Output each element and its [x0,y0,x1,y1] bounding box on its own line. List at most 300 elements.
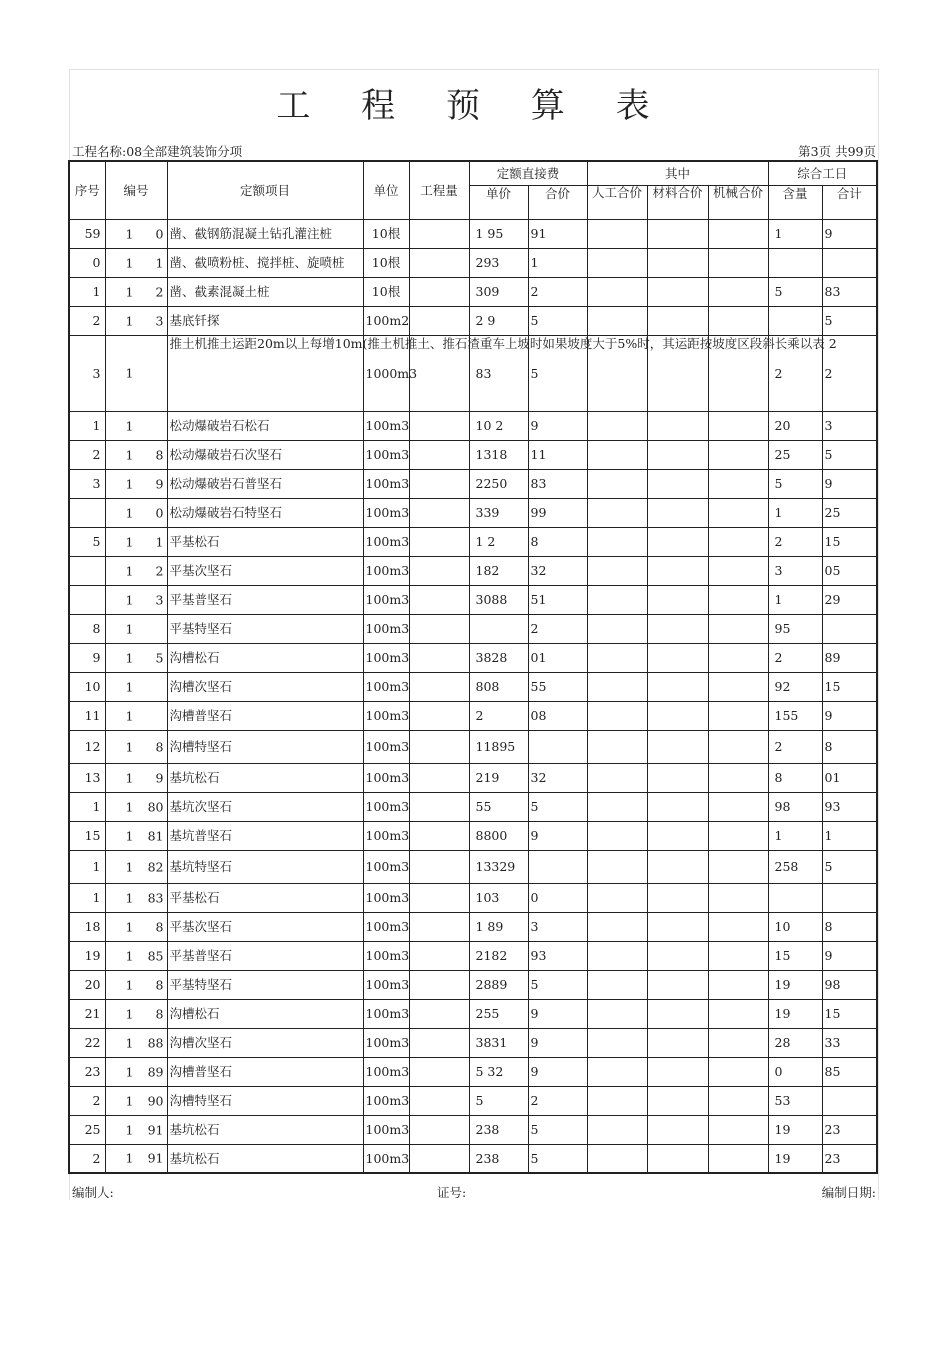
cell-sum: 85 [822,1057,877,1086]
cell-unit: 100m3 [363,498,409,527]
cell-code-suffix: 8 [155,1006,164,1021]
cell-code-suffix: 83 [147,890,164,905]
cell-content: 95 [768,614,822,643]
table-row [69,1028,877,1057]
cell-code [105,792,167,821]
cell-code [105,821,167,850]
cell-unit: 100m3 [363,1144,409,1173]
cell-qty [409,585,469,614]
cell-material [647,614,708,643]
cell-sum: 98 [822,970,877,999]
cell-content: 10 [768,912,822,941]
cell-unit: 100m3 [363,527,409,556]
cell-qty [409,701,469,730]
cell-content: 3 [768,556,822,585]
cell-price: 13329 [469,850,528,883]
cell-content: 19 [768,970,822,999]
cell-unit: 100m3 [363,1086,409,1115]
cell-name: 凿、截素混凝土桩 [167,277,363,306]
cell-code-prefix: 1 [125,948,134,963]
cell-total: 5 [528,1144,587,1173]
cell-labor [587,469,647,498]
cell-code [105,1086,167,1115]
cell-qty [409,999,469,1028]
cell-machine [708,999,768,1028]
header-machine: 机械合价 [708,185,768,219]
cell-seq: 20 [69,970,105,999]
cell-labor [587,941,647,970]
cell-seq: 1 [69,883,105,912]
table-row [69,792,877,821]
cell-code-prefix: 1 [125,1006,134,1021]
cell-material [647,411,708,440]
cell-sum: 01 [822,763,877,792]
cell-content: 92 [768,672,822,701]
cell-code [105,672,167,701]
cell-code-prefix: 1 [125,679,134,694]
footer-cert: 证号: [437,1185,467,1200]
cell-total: 93 [528,941,587,970]
cell-material [647,821,708,850]
cell-machine [708,585,768,614]
cell-sum: 15 [822,999,877,1028]
cell-code-prefix: 1 [125,1122,134,1137]
cell-qty [409,440,469,469]
cell-code [105,763,167,792]
cell-material [647,763,708,792]
cell-code [105,556,167,585]
cell-total: 5 [528,306,587,335]
cell-total: 55 [528,672,587,701]
cell-name: 凿、截钢筋混凝土钻孔灌注桩 [167,219,363,248]
cell-machine [708,277,768,306]
cell-seq: 22 [69,1028,105,1057]
cell-name: 基底钎探 [167,306,363,335]
cell-labor [587,821,647,850]
cell-price: 11895 [469,730,528,763]
cell-labor [587,498,647,527]
header-workday: 综合工日 [768,161,877,185]
header-sum: 合计 [822,185,877,219]
cell-total: 83 [528,469,587,498]
cell-price: 5 32 [469,1057,528,1086]
table-row [69,411,877,440]
table-row [69,585,877,614]
cell-code-prefix: 1 [125,418,134,433]
cell-material [647,970,708,999]
table-row [69,1086,877,1115]
cell-code-prefix: 1 [125,255,134,270]
cell-labor [587,585,647,614]
cell-material [647,527,708,556]
cell-name: 基坑次坚石 [167,792,363,821]
cell-price: 2182 [469,941,528,970]
cell-unit: 10根 [363,277,409,306]
table-row [69,277,877,306]
cell-sum: 23 [822,1115,877,1144]
cell-labor [587,614,647,643]
cell-code-prefix: 1 [125,1064,134,1079]
header-total-price: 合价 [528,185,587,219]
cell-code-suffix: 9 [155,476,164,491]
cell-content: 53 [768,1086,822,1115]
cell-content: 15 [768,941,822,970]
cell-seq: 12 [69,730,105,763]
cell-machine [708,1028,768,1057]
cell-name: 基坑松石 [167,1144,363,1173]
cell-price: 808 [469,672,528,701]
header-qty: 工程量 [409,161,469,219]
cell-unit: 100m3 [363,556,409,585]
cell-price [469,614,528,643]
cell-sum: 5 [822,850,877,883]
cell-seq: 21 [69,999,105,1028]
header-code: 编号 [105,161,167,219]
cell-code [105,277,167,306]
cell-code-suffix: 82 [147,859,164,874]
cell-unit: 10根 [363,248,409,277]
cell-code [105,469,167,498]
cell-labor [587,792,647,821]
cell-labor [587,1028,647,1057]
table-row [69,469,877,498]
cell-qty [409,306,469,335]
cell-name: 沟槽松石 [167,643,363,672]
cell-code [105,883,167,912]
cell-machine [708,1057,768,1086]
cell-sum: 5 [822,440,877,469]
cell-name: 沟槽松石 [167,999,363,1028]
cell-qty [409,763,469,792]
cell-seq [69,585,105,614]
cell-qty [409,883,469,912]
header-direct-fee: 定额直接费 [469,161,587,185]
cell-content: 19 [768,999,822,1028]
cell-qty [409,792,469,821]
cell-sum: 8 [822,912,877,941]
header-unit: 单位 [363,161,409,219]
cell-labor [587,1057,647,1086]
table-row [69,335,877,411]
cell-machine [708,970,768,999]
cell-qty [409,1057,469,1086]
cell-material [647,792,708,821]
table-row [69,912,877,941]
cell-machine [708,614,768,643]
cell-sum: 1 [822,821,877,850]
cell-content: 5 [768,469,822,498]
cell-code-suffix: 90 [147,1093,164,1108]
cell-labor [587,883,647,912]
cell-code [105,999,167,1028]
cell-sum: 33 [822,1028,877,1057]
cell-code [105,306,167,335]
cell-name: 基坑特坚石 [167,850,363,883]
cell-qty [409,248,469,277]
cell-material [647,219,708,248]
footer-date: 编制日期: [821,1185,876,1200]
table-row [69,730,877,763]
cell-total: 9 [528,1057,587,1086]
cell-qty [409,498,469,527]
cell-seq: 2 [69,306,105,335]
cell-content: 19 [768,1144,822,1173]
cell-machine [708,912,768,941]
cell-qty [409,941,469,970]
cell-code-prefix: 1 [125,770,134,785]
cell-machine [708,527,768,556]
cell-total: 51 [528,585,587,614]
cell-code-suffix: 0 [155,505,164,520]
cell-name: 平基次坚石 [167,556,363,585]
cell-qty [409,219,469,248]
header-content: 含量 [768,185,822,219]
cell-material [647,883,708,912]
table-row [69,556,877,585]
header-unit-price: 单价 [469,185,528,219]
cell-machine [708,1086,768,1115]
cell-code-suffix: 2 [155,284,164,299]
cell-content: 5 [768,277,822,306]
cell-content: 2 [768,643,822,672]
cell-total: 5 [528,335,587,411]
cell-labor [587,1086,647,1115]
cell-material [647,1144,708,1173]
budget-table [68,160,878,1174]
cell-name: 基坑松石 [167,763,363,792]
table-row [69,821,877,850]
cell-qty [409,1028,469,1057]
cell-unit: 100m3 [363,821,409,850]
cell-sum: 9 [822,219,877,248]
cell-qty [409,821,469,850]
cell-material [647,498,708,527]
cell-unit: 100m3 [363,883,409,912]
cell-qty [409,912,469,941]
cell-name: 平基普坚石 [167,585,363,614]
cell-name: 平基松石 [167,527,363,556]
cell-price: 238 [469,1144,528,1173]
cell-name: 沟槽普坚石 [167,701,363,730]
cell-labor [587,306,647,335]
cell-price: 255 [469,999,528,1028]
cell-labor [587,970,647,999]
cell-code-suffix: 8 [155,977,164,992]
cell-unit: 100m3 [363,912,409,941]
cell-price: 219 [469,763,528,792]
cell-total: 08 [528,701,587,730]
cell-code-prefix: 1 [125,1150,134,1166]
cell-code-prefix: 1 [125,859,134,874]
table-row [69,999,877,1028]
cell-seq: 10 [69,672,105,701]
cell-total: 91 [528,219,587,248]
cell-content: 2 [768,527,822,556]
cell-content: 258 [768,850,822,883]
cell-code [105,614,167,643]
table-row [69,306,877,335]
cell-labor [587,556,647,585]
cell-sum: 8 [822,730,877,763]
cell-price: 293 [469,248,528,277]
table-row [69,614,877,643]
cell-name: 基坑普坚石 [167,821,363,850]
cell-seq [69,498,105,527]
cell-code-prefix: 1 [125,313,134,328]
cell-seq: 3 [69,335,105,411]
cell-code-suffix: 81 [147,828,164,843]
cell-seq: 2 [69,1086,105,1115]
cell-code [105,850,167,883]
header-seq: 序号 [69,161,105,219]
cell-name: 松动爆破岩石特坚石 [167,498,363,527]
header-item: 定额项目 [167,161,363,219]
cell-total: 5 [528,792,587,821]
cell-material [647,1115,708,1144]
cell-seq: 18 [69,912,105,941]
cell-code-prefix: 1 [125,739,134,754]
cell-seq: 1 [69,411,105,440]
cell-code-suffix: 88 [147,1035,164,1050]
table-row [69,643,877,672]
cell-content: 2 [768,335,822,411]
cell-machine [708,306,768,335]
cell-material [647,277,708,306]
cell-unit: 100m3 [363,469,409,498]
page-indicator: 第3页 共99页 [798,144,876,159]
cell-price: 3088 [469,585,528,614]
cell-code [105,248,167,277]
cell-name: 平基普坚石 [167,941,363,970]
cell-sum [822,614,877,643]
cell-qty [409,277,469,306]
cell-unit: 100m3 [363,672,409,701]
cell-code-prefix: 1 [125,977,134,992]
cell-code-suffix: 1 [155,255,164,270]
cell-code-suffix: 3 [155,592,164,607]
header-material: 材料合价 [647,185,708,219]
cell-material [647,850,708,883]
cell-unit: 100m3 [363,941,409,970]
cell-price: 10 2 [469,411,528,440]
cell-name: 平基次坚石 [167,912,363,941]
cell-code [105,701,167,730]
cell-price: 8800 [469,821,528,850]
cell-code-suffix: 89 [147,1064,164,1079]
cell-material [647,1086,708,1115]
cell-labor [587,248,647,277]
cell-total: 32 [528,556,587,585]
cell-total: 0 [528,883,587,912]
cell-unit: 100m3 [363,411,409,440]
cell-sum: 93 [822,792,877,821]
cell-material [647,585,708,614]
cell-code [105,912,167,941]
cell-labor [587,643,647,672]
cell-total: 32 [528,763,587,792]
cell-sum: 3 [822,411,877,440]
cell-code-suffix: 5 [155,650,164,665]
cell-seq: 8 [69,614,105,643]
cell-labor [587,672,647,701]
cell-machine [708,701,768,730]
cell-seq: 9 [69,643,105,672]
cell-code-suffix: 8 [155,447,164,462]
cell-qty [409,614,469,643]
cell-content: 1 [768,498,822,527]
cell-machine [708,672,768,701]
cell-code [105,941,167,970]
cell-content: 155 [768,701,822,730]
cell-sum: 2 [822,335,877,411]
cell-content: 98 [768,792,822,821]
cell-total: 5 [528,1115,587,1144]
cell-unit: 100m3 [363,701,409,730]
cell-name: 推土机推土运距20m以上每增10m(推土机推土、推石渣重车上坡时如果坡度大于5%时，其运距按坡度区段斜长乘以表 2 [167,335,363,411]
cell-content [768,883,822,912]
cell-machine [708,763,768,792]
table-row [69,498,877,527]
cell-sum: 25 [822,498,877,527]
cell-labor [587,1115,647,1144]
cell-unit: 100m3 [363,1028,409,1057]
cell-sum [822,883,877,912]
cell-price: 3828 [469,643,528,672]
cell-labor [587,999,647,1028]
cell-price: 182 [469,556,528,585]
cell-seq [69,556,105,585]
cell-price: 2 [469,701,528,730]
cell-total: 2 [528,277,587,306]
cell-total [528,850,587,883]
cell-sum: 9 [822,941,877,970]
cell-price: 339 [469,498,528,527]
cell-machine [708,1115,768,1144]
cell-code-suffix: 8 [155,739,164,754]
cell-unit: 100m3 [363,1057,409,1086]
cell-material [647,730,708,763]
cell-code-suffix: 1 [155,534,164,549]
table-row [69,941,877,970]
table-row [69,527,877,556]
cell-name: 凿、截喷粉桩、搅拌桩、旋喷桩 [167,248,363,277]
cell-seq: 1 [69,792,105,821]
cell-qty [409,970,469,999]
cell-price: 2250 [469,469,528,498]
cell-price: 1 2 [469,527,528,556]
table-row [69,248,877,277]
cell-code [105,585,167,614]
cell-code-suffix: 3 [155,313,164,328]
cell-qty [409,730,469,763]
cell-content: 1 [768,585,822,614]
cell-material [647,306,708,335]
cell-code-prefix: 1 [125,1035,134,1050]
cell-price: 55 [469,792,528,821]
cell-sum: 15 [822,672,877,701]
cell-labor [587,763,647,792]
header-labor: 人工合价 [587,185,647,219]
cell-seq: 15 [69,821,105,850]
cell-content: 2 [768,730,822,763]
cell-code-prefix: 1 [125,534,134,549]
cell-content: 20 [768,411,822,440]
cell-total: 11 [528,440,587,469]
cell-total: 5 [528,970,587,999]
cell-seq: 2 [69,440,105,469]
cell-total: 2 [528,614,587,643]
cell-labor [587,850,647,883]
